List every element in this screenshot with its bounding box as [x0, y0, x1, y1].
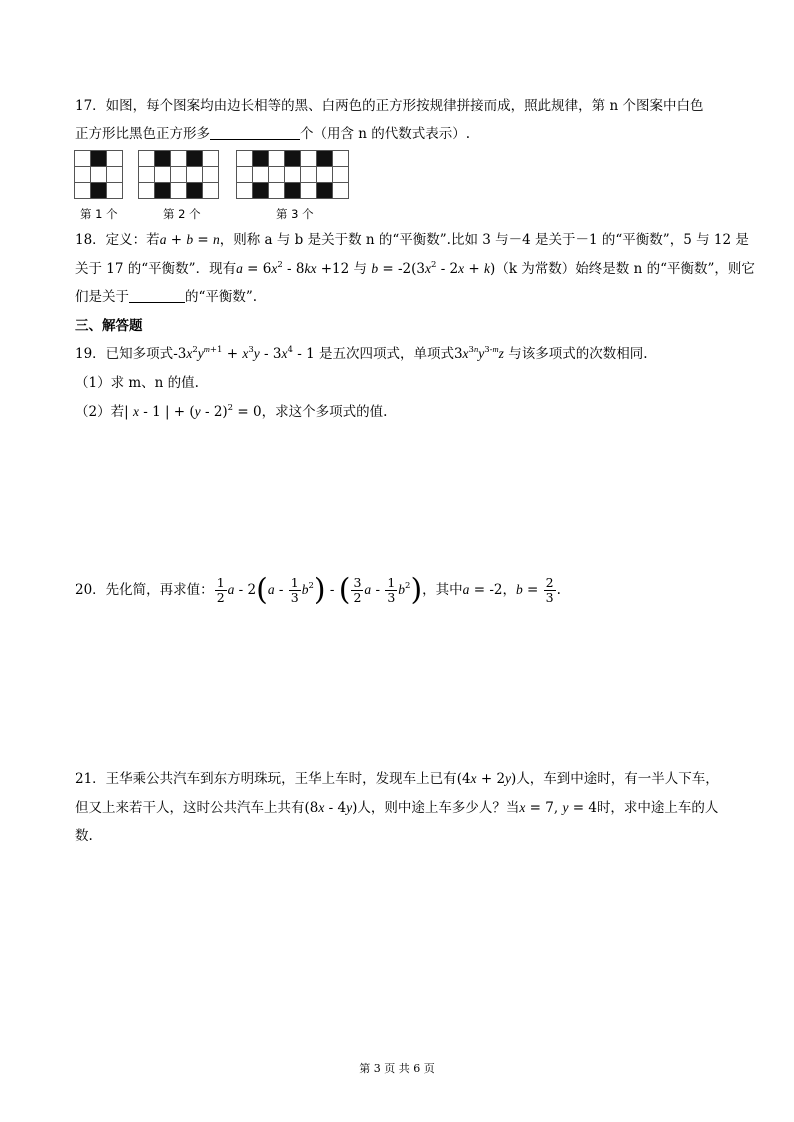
q19-part1: （1）求 m、n 的值.: [75, 375, 199, 391]
q18-line2: 关于 17 的“平衡数”．现有$a = 6x^2 - 8kx +12$ 与 $b = -2(3x^2 - 2x + k)(k$ 为常数）始终是数 n 的“平衡数”，则它: [75, 260, 755, 277]
q21-line3: 数.: [75, 828, 93, 844]
q17-line1: 17．如图，每个图案均由边长相等的黑、白两色的正方形按规律拼接而成，照此规律，第 n 个图案中白色: [75, 98, 704, 114]
math-initial: (4x + 2y): [456, 771, 517, 787]
caption-pattern-1: 第 1 个: [80, 207, 118, 221]
q20-line: 20．先化简，再求值： $\frac{1}{2}$ a - 2(a - $\frac{1}{3}$ $b^2$) - ( $\frac{3}{2}$ a - $\frac{1}{3}$ $b^2$)，其中a = -2，b = $\frac{2}{3}$ .: [75, 572, 561, 608]
math-total: (8x - 4y): [304, 800, 358, 816]
q17-line2: 正方形比黑色正方形多 个（用含 n 的代数式表示）.: [75, 126, 471, 142]
pattern-figure: [74, 150, 364, 204]
q18-line1: 18．定义：若a + b = n，则称 a 与 b 是关于数 n 的“平衡数”.比如 3 与－4 是关于－1 的“平衡数”，5 与 12 是: [75, 232, 749, 248]
caption-pattern-2: 第 2 个: [163, 207, 201, 221]
answer-blank-17: [210, 125, 300, 140]
caption-pattern-3: 第 3 个: [276, 207, 314, 221]
math-expr-a: $a = 6x^2 - 8kx +12$: [236, 260, 350, 277]
section-heading: 三、解答题: [75, 318, 143, 334]
math-b-value: b = $\frac{2}{3}$: [515, 575, 554, 605]
math-a-value: a = -2: [462, 582, 503, 598]
pattern-2: [139, 151, 219, 199]
math-values: x = 7, y = 4: [519, 800, 597, 816]
math-monomial: $3x^{3n}y^{3-m}z$: [453, 344, 504, 362]
pattern-1: [75, 151, 123, 199]
math-condition: | x - 1 | + (y - 2)$^2$ = 0: [124, 403, 262, 420]
q19-line1: 19．已知多项式$-3x^2y^{m+1} + x^3y - 3x^4 - 1$ 是五次四项式，单项式$3x^{3n}y^{3-m}z$ 与该多项式的次数相同.: [75, 344, 648, 362]
answer-blank-18: [129, 288, 185, 303]
page-footer: 第 3 页 共 6 页: [359, 1062, 435, 1075]
q19-part2: （2）若| x - 1 | + (y - 2)$^2$ = 0，求这个多项式的值.: [75, 403, 388, 420]
math-expression-20: $\frac{1}{2}$ a - 2(a - $\frac{1}{3}$ $b^2$) - ( $\frac{3}{2}$ a - $\frac{1}{3}$ $b^2$): [216, 572, 423, 608]
q21-line2: 但又上来若干人，这时公共汽车上共有(8x - 4y)人，则中途上车多少人？当x = 7, y = 4时，求中途上车的人: [75, 800, 719, 816]
math-polynomial: $-3x^2y^{m+1} + x^3y - 3x^4 - 1$: [173, 344, 315, 362]
q21-line1: 21．王华乘公共汽车到东方明珠玩，王华上车时，发现车上已有(4x + 2y)人，车到中途时，有一半人下车，: [75, 771, 719, 787]
pattern-3: [237, 151, 349, 199]
q18-line3: 们是关于 的“平衡数”.: [75, 289, 258, 305]
math-expr-b: $b = -2(3x^2 - 2x + k)$: [371, 260, 496, 277]
math-expr: a + b = n: [159, 232, 220, 248]
